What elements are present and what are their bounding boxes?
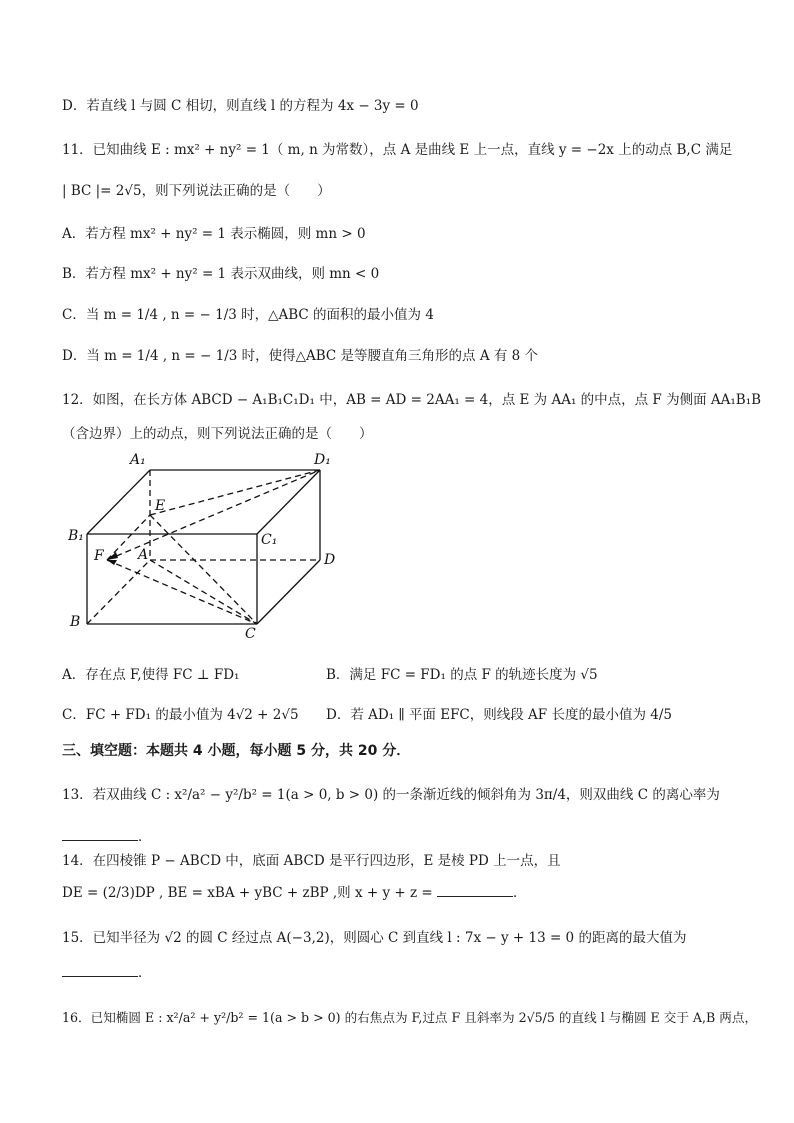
arrow-head-F2 <box>107 560 117 565</box>
q13-tail: ． <box>138 829 152 845</box>
q11-option-c: C．当 m = 1/4 , n = − 1/3 时，△ABC 的面积的最小值为 4 <box>62 307 434 323</box>
q13-answer-line <box>62 826 754 847</box>
label-C: C <box>245 626 256 642</box>
section-title: 三、填空题：本题共 4 小题，每小题 5 分，共 20 分． <box>62 743 411 759</box>
seg-E-D1 <box>150 470 320 515</box>
label-D: D <box>324 552 336 568</box>
edge-B1-A1 <box>87 470 150 534</box>
label-B1: B₁ <box>68 528 84 544</box>
q11-option-a: A．若方程 mx² + ny² = 1 表示椭圆，则 mn > 0 <box>62 226 366 242</box>
label-A: A <box>138 547 149 563</box>
arrow-head-F1 <box>107 552 118 560</box>
q11-option-b: B．若方程 mx² + ny² = 1 表示双曲线，则 mn < 0 <box>62 266 380 282</box>
q13-stem: 13．若双曲线 C : x²/a² − y²/b² = 1(a > 0, b > 0) 的一条渐近线的倾斜角为 3π/4，则双曲线 C 的离心率为 <box>62 787 720 803</box>
label-D1: D₁ <box>314 452 331 468</box>
q11-stem-line1: 11．已知曲线 E : mx² + ny² = 1（ m, n 为常数），点 A 是曲线 E 上一点，直线 y = −2x 上的动点 B,C 满足 <box>62 142 733 158</box>
q15-stem: 15．已知半径为 √2 的圆 C 经过点 A(−3,2)，则圆心 C 到直线 l : 7x − y + 13 = 0 的距离的最大值为 <box>62 930 687 946</box>
q12-stem-line2: （含边界）上的动点，则下列说法正确的是（ ） <box>62 426 373 442</box>
label-E: E <box>155 498 166 514</box>
label-F: F <box>94 548 104 564</box>
q14-tail: ． <box>513 885 527 901</box>
q10-option-d: D．若直线 l 与圆 C 相切，则直线 l 的方程为 4x − 3y = 0 <box>62 98 419 114</box>
q14-equation: DE = (2/3)DP , BE = xBA + yBC + zBP ,则 x + y + z = <box>62 885 433 901</box>
q14-stem-line2 <box>62 882 754 903</box>
cuboid-diagram <box>62 448 362 648</box>
q12-option-a: A．存在点 F,使得 FC ⊥ FD₁ <box>62 667 240 683</box>
q16-stem: 16．已知椭圆 E : x²/a² + y²/b² = 1(a > b > 0) 的右焦点为 F,过点 F 且斜率为 2√5/5 的直线 l 与椭圆 E 交于 A,B 两点， <box>62 1010 758 1025</box>
q15-tail: ． <box>138 965 152 981</box>
answer-blank[interactable] <box>62 826 138 841</box>
seg-E-C <box>150 515 257 624</box>
label-B: B <box>70 614 81 630</box>
q15-answer-line <box>62 962 754 983</box>
edge-C1-D1 <box>257 470 320 534</box>
q11-stem-line2: | BC |= 2√5，则下列说法正确的是（ ） <box>62 183 331 199</box>
edge-B-A <box>87 560 150 624</box>
q11-option-d: D．当 m = 1/4 , n = − 1/3 时，使得△ABC 是等腰直角三角形的点 A 有 8 个 <box>62 348 539 364</box>
q14-stem-line1: 14．在四棱锥 P − ABCD 中，底面 ABCD 是平行四边形，E 是棱 PD 上一点，且 <box>62 853 561 869</box>
q12-option-c: C．FC + FD₁ 的最小值为 4√2 + 2√5 <box>62 707 299 723</box>
q12-option-d: D．若 AD₁ ∥ 平面 EFC，则线段 AF 长度的最小值为 4/5 <box>326 707 672 723</box>
label-C1: C₁ <box>261 532 278 548</box>
cuboid-figure <box>62 448 362 648</box>
q12-option-b: B．满足 FC = FD₁ 的点 F 的轨迹长度为 √5 <box>326 667 598 683</box>
seg-A-C <box>150 560 257 624</box>
answer-blank[interactable] <box>437 882 513 897</box>
edge-C-D <box>257 560 320 624</box>
answer-blank[interactable] <box>62 962 138 977</box>
seg-F-C <box>107 560 257 624</box>
q12-stem-line1: 12．如图，在长方体 ABCD − A₁B₁C₁D₁ 中，AB = AD = 2AA₁ = 4，点 E 为 AA₁ 的中点，点 F 为侧面 AA₁B₁B <box>62 392 762 408</box>
label-A1: A₁ <box>130 452 146 468</box>
